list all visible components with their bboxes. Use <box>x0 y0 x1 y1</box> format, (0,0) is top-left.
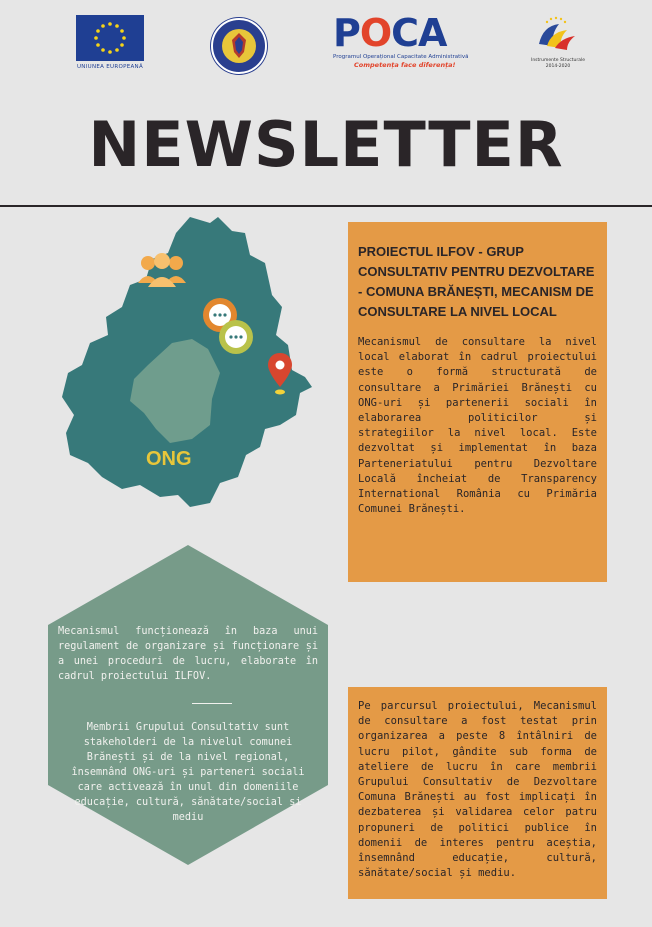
project-description: Mecanismul de consultare la nivel local elaborat în cadrul proiectului este o formă structurată de consultare a Primăriei Brănești cu ONG-uri și partenerii sociali în elaborarea politicilor și strategiilor la nivel local. Este dezvoltat și implementat în baza Parteneriatului pentru Dezvoltare Locală încheiat de Transparency International România cu Primăria Comunei Brănești. <box>358 336 597 516</box>
ilfov-map-illustration <box>60 215 320 510</box>
page-title: NEWSLETTER <box>88 108 564 181</box>
structural-instruments-logo <box>533 14 579 60</box>
poca-tagline: Competența face diferența! <box>354 61 456 69</box>
header <box>0 0 652 207</box>
eu-caption: UNIUNEA EUROPEANĂ <box>76 64 144 70</box>
poca-letters-ca: CA <box>391 11 447 55</box>
chat-bubble-icon-2 <box>219 320 253 354</box>
poca-letter-o: O <box>359 11 392 55</box>
project-info-box <box>348 222 607 582</box>
poca-letter-p: P <box>333 11 360 55</box>
government-seal-logo <box>211 18 267 74</box>
testing-description: Pe parcursul proiectului, Mecanismul de consultare a fost testat prin organizarea a peste 8 întâlniri de lucru pilot, gândite sub forma de ateliere de lucru în care membrii Grupului Consultativ de Dezvoltare Comuna Brănești au fost implicați în dezbaterea și validarea celor patru propuneri de politici publice în domenii de interes pentru aceștia, însemnând educație, cultură, sănătate/social și mediu. <box>358 700 597 880</box>
testing-info-box <box>348 687 607 899</box>
project-heading: PROIECTUL ILFOV - GRUP CONSULTATIV PENTRU DEZVOLTARE - COMUNA BRĂNEȘTI, MECANISM DE CONSULTARE LA NIVEL LOCAL <box>358 244 595 319</box>
mechanism-paragraph: Mecanismul funcționează în baza unui regulament de organizare și funcționare și a unei proceduri de lucru, elaborate în cadrul proiectului ILFOV. <box>58 626 318 682</box>
divider <box>192 703 232 704</box>
map-label-ong: ONG <box>146 448 192 470</box>
poca-program-name: Programul Operațional Capacitate Administrativă <box>333 54 469 60</box>
poca-logo <box>333 13 446 53</box>
structural-instruments-caption: Instrumente Structurale 2014-2020 <box>531 58 585 69</box>
eu-flag-logo <box>76 15 144 61</box>
members-paragraph: Membrii Grupului Consultativ sunt stakeholderi de la nivelul comunei Brănești și de la nivel regional, însemnând ONG-uri și parteneri sociali care activează în unul din domeniile educație, cultură, sănătate/social și mediu <box>71 722 305 823</box>
